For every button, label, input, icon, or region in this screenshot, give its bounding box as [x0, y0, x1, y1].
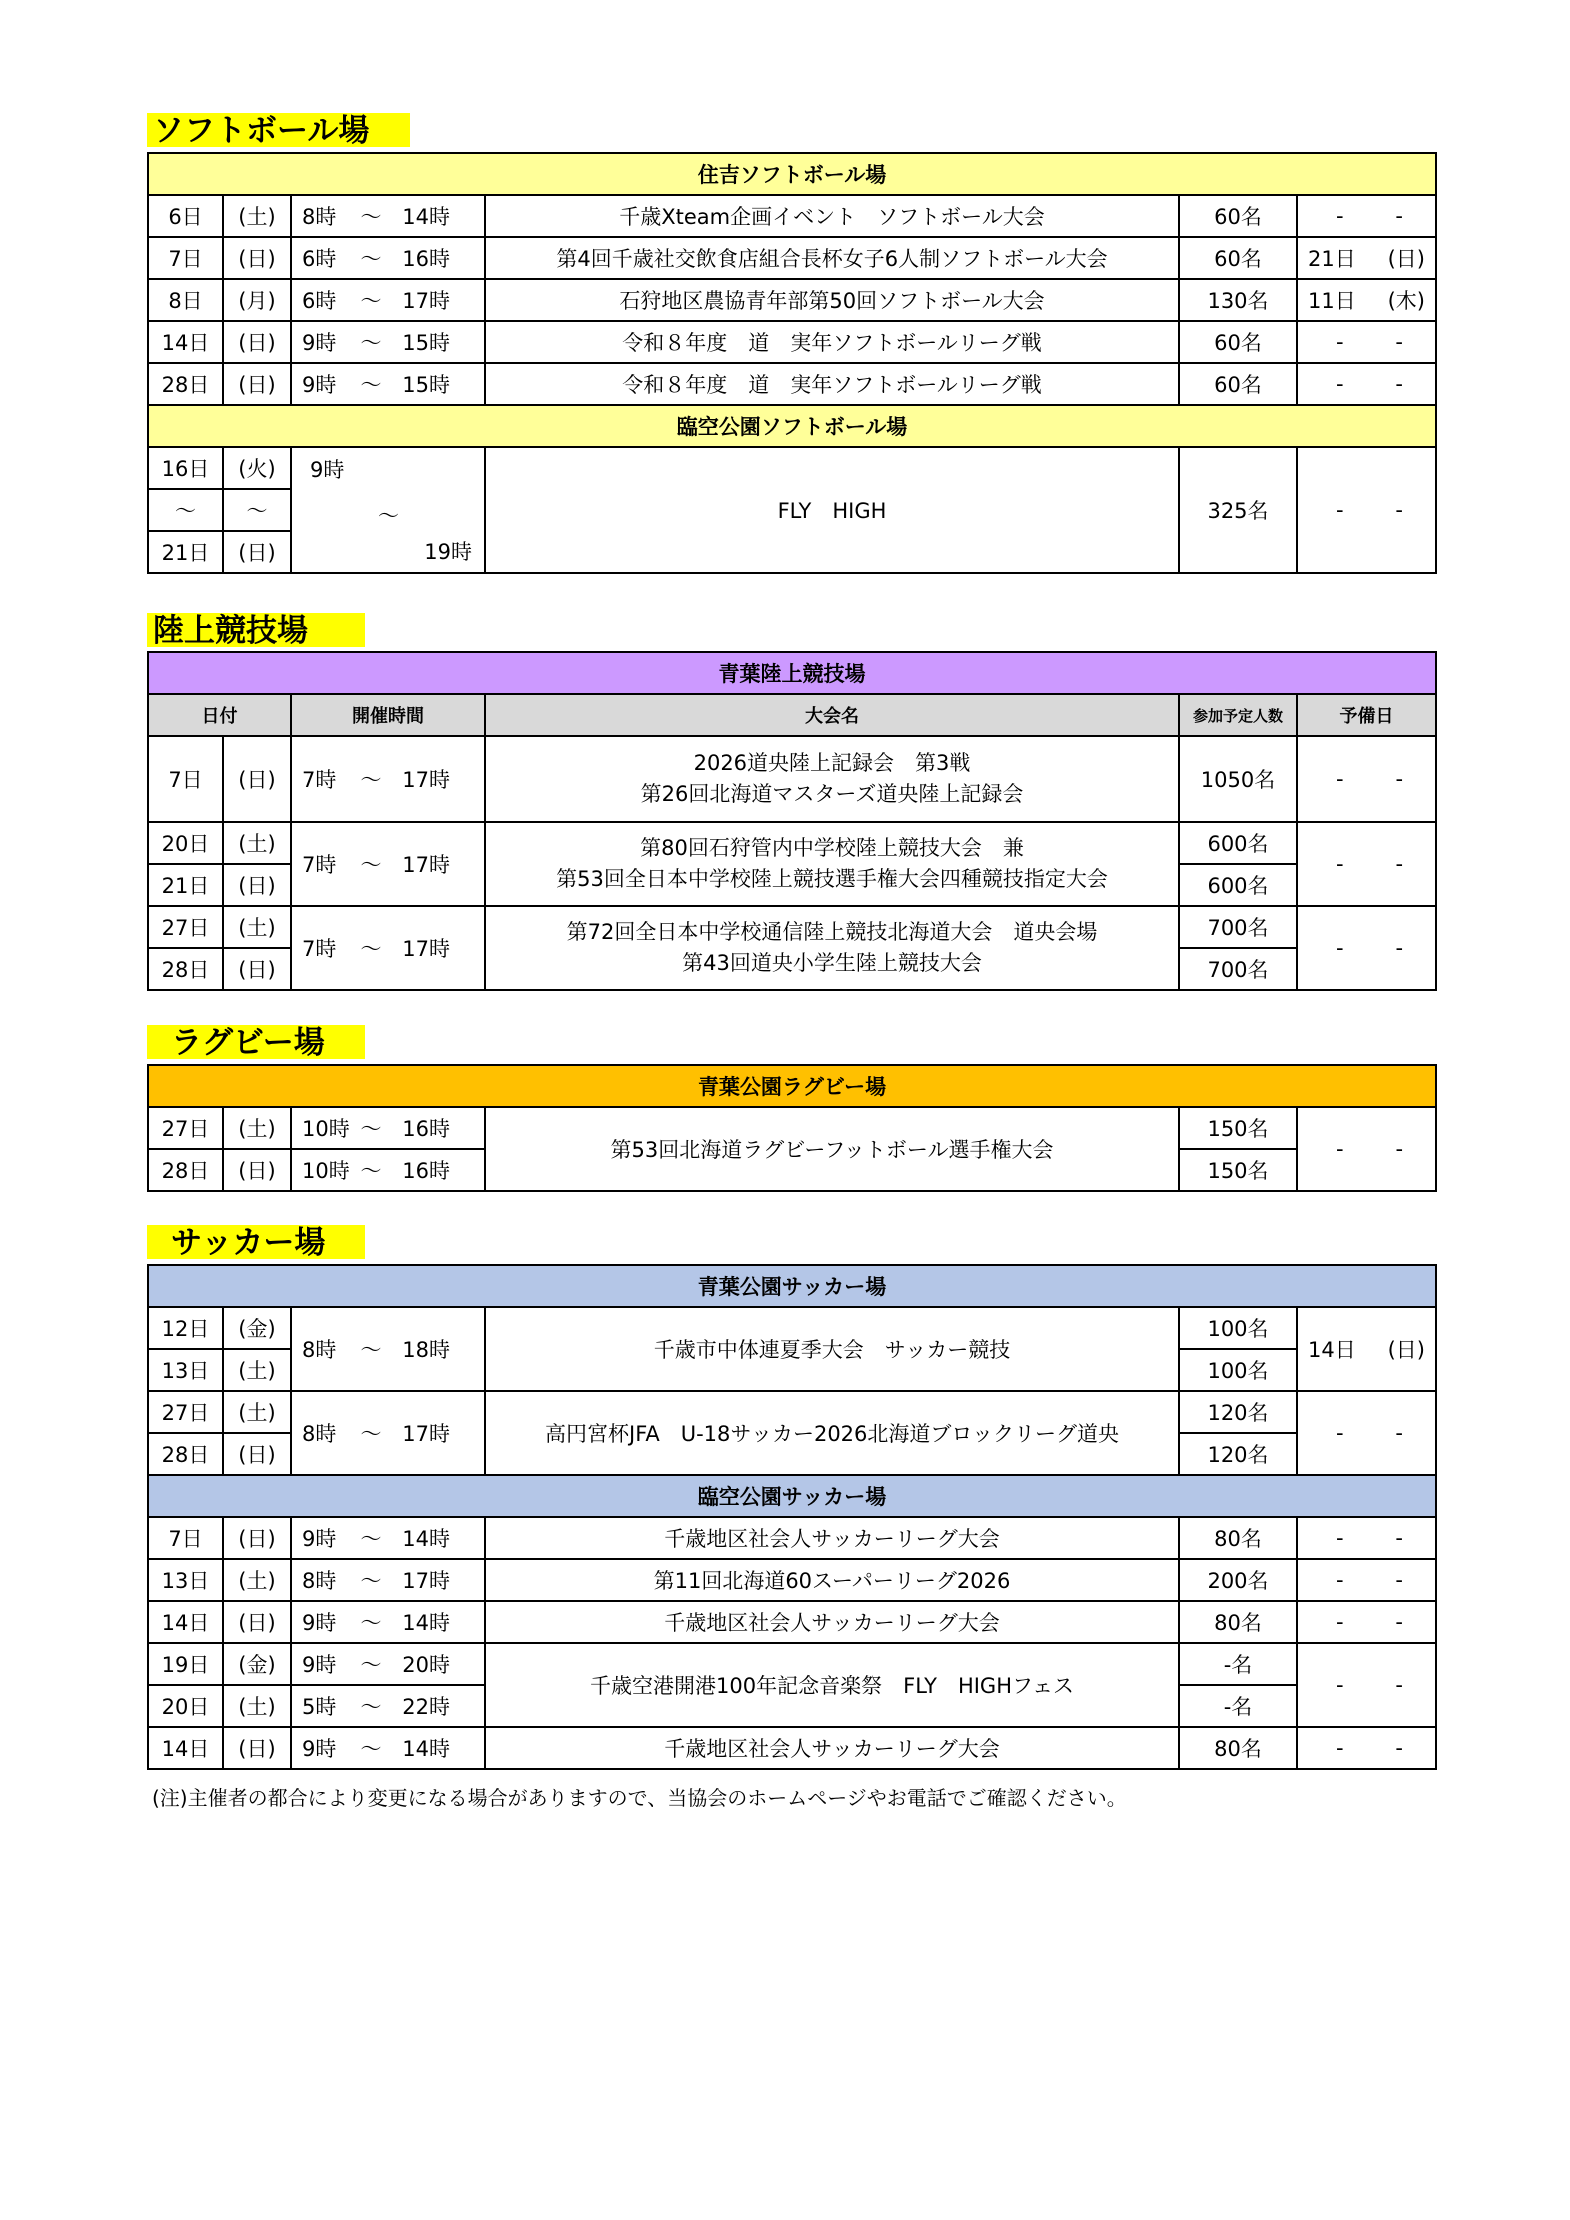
event-name: 千歳空港開港100年記念音楽祭 FLY HIGHフェス [485, 1643, 1179, 1727]
day-cell: 19日 [148, 1643, 223, 1685]
weekday-cell: (金) [223, 1307, 291, 1349]
capacity: 600名 [1179, 864, 1297, 906]
weekday-cell: (土) [223, 1391, 291, 1433]
capacity: 120名 [1179, 1433, 1297, 1475]
capacity: 100名 [1179, 1349, 1297, 1391]
reserve-day: 21日 (日) [1297, 237, 1436, 279]
day-cell: 28日 [148, 363, 223, 405]
day-cell: 13日 [148, 1349, 223, 1391]
reserve-day: - - [1297, 822, 1436, 906]
event-name: 千歳地区社会人サッカーリーグ大会 [485, 1601, 1179, 1643]
capacity: 60名 [1179, 195, 1297, 237]
weekday-cell: (日) [223, 736, 291, 822]
event-name: 千歳Xteam企画イベント ソフトボール大会 [485, 195, 1179, 237]
reserve-day: 11日 (木) [1297, 279, 1436, 321]
time-cell: 7時 ～ 17時 [291, 736, 485, 822]
time-cell: 9時 ～ 15時 [291, 321, 485, 363]
event-name: 第11回北海道60スーパーリーグ2026 [485, 1559, 1179, 1601]
capacity: 60名 [1179, 237, 1297, 279]
table-row [148, 1517, 1436, 1559]
section-title-softball: ソフトボール場 [147, 113, 410, 147]
capacity: 150名 [1179, 1149, 1297, 1191]
weekday-cell: (日) [223, 1727, 291, 1769]
weekday-cell: (日) [223, 1517, 291, 1559]
reserve-day: - - [1297, 321, 1436, 363]
time-cell: 6時 ～ 17時 [291, 279, 485, 321]
capacity: 100名 [1179, 1307, 1297, 1349]
table-row [148, 1559, 1436, 1601]
reserve-day: - - [1297, 1727, 1436, 1769]
weekday-cell: (日) [223, 1433, 291, 1475]
event-name: 第72回全日本中学校通信陸上競技北海道大会 道央会場 第43回道央小学生陸上競技大会 [485, 906, 1179, 990]
reserve-day: - - [1297, 1601, 1436, 1643]
capacity: 60名 [1179, 363, 1297, 405]
softball-section [147, 152, 1435, 574]
day-cell: 7日 [148, 237, 223, 279]
time-cell: 7時 ～ 17時 [291, 906, 485, 990]
day-cell: ～ [148, 489, 223, 531]
time-cell: 9時 ～ 20時 [291, 1643, 485, 1685]
day-cell: 21日 [148, 531, 223, 573]
capacity: 600名 [1179, 822, 1297, 864]
day-cell: 12日 [148, 1307, 223, 1349]
soccer-table [147, 1264, 1437, 1770]
reserve-day: - - [1297, 1107, 1436, 1191]
day-cell: 16日 [148, 447, 223, 489]
event-name: 令和８年度 道 実年ソフトボールリーグ戦 [485, 363, 1179, 405]
weekday-cell: (土) [223, 1107, 291, 1149]
capacity: 60名 [1179, 321, 1297, 363]
time-cell [291, 447, 485, 573]
weekday-cell: (日) [223, 321, 291, 363]
reserve-day: - - [1297, 1559, 1436, 1601]
day-cell: 7日 [148, 1517, 223, 1559]
weekday-cell: (金) [223, 1643, 291, 1685]
table-row [148, 237, 1436, 279]
day-cell: 20日 [148, 822, 223, 864]
capacity: 80名 [1179, 1601, 1297, 1643]
venue-rinku-soccer: 臨空公園サッカー場 [148, 1475, 1436, 1517]
day-cell: 28日 [148, 948, 223, 990]
softball-table [147, 152, 1437, 574]
reserve-day: - - [1297, 1643, 1436, 1727]
day-cell: 20日 [148, 1685, 223, 1727]
time-cell: 5時 ～ 22時 [291, 1685, 485, 1727]
day-cell: 13日 [148, 1559, 223, 1601]
day-cell: 7日 [148, 736, 223, 822]
venue-sumiyoshi-softball: 住吉ソフトボール場 [148, 153, 1436, 195]
event-name: 高円宮杯JFA U-18サッカー2026北海道ブロックリーグ道央 [485, 1391, 1179, 1475]
capacity: 200名 [1179, 1559, 1297, 1601]
event-name: 第53回北海道ラグビーフットボール選手権大会 [485, 1107, 1179, 1191]
venue-aoba-athletics: 青葉陸上競技場 [148, 652, 1436, 694]
weekday-cell: (日) [223, 531, 291, 573]
end-time: 19時 [424, 540, 472, 564]
capacity: -名 [1179, 1685, 1297, 1727]
capacity: 150名 [1179, 1107, 1297, 1149]
event-name: 第4回千歳社交飲食店組合長杯女子6人制ソフトボール大会 [485, 237, 1179, 279]
capacity: 130名 [1179, 279, 1297, 321]
weekday-cell: (日) [223, 948, 291, 990]
start-time: 9時 [310, 458, 345, 482]
event-name: 2026道央陸上記録会 第3戦 第26回北海道マスターズ道央陸上記録会 [485, 736, 1179, 822]
section-title-athletics: 陸上競技場 [147, 613, 365, 647]
table-row [148, 321, 1436, 363]
event-name: 千歳地区社会人サッカーリーグ大会 [485, 1727, 1179, 1769]
reserve-day: 14日 (日) [1297, 1307, 1436, 1391]
event-name: 第80回石狩管内中学校陸上競技大会 兼 第53回全日本中学校陸上競技選手権大会四種競技指定大会 [485, 822, 1179, 906]
capacity: -名 [1179, 1643, 1297, 1685]
reserve-day: - - [1297, 906, 1436, 990]
weekday-cell: (日) [223, 1601, 291, 1643]
reserve-day: - - [1297, 195, 1436, 237]
time-cell: 6時 ～ 16時 [291, 237, 485, 279]
capacity: 120名 [1179, 1391, 1297, 1433]
weekday-cell: (土) [223, 1559, 291, 1601]
venue-aoba-soccer: 青葉公園サッカー場 [148, 1265, 1436, 1307]
weekday-cell: ～ [223, 489, 291, 531]
section-title-soccer: サッカー場 [147, 1225, 365, 1259]
reserve-day: - - [1297, 363, 1436, 405]
event-name: 千歳市中体連夏季大会 サッカー競技 [485, 1307, 1179, 1391]
reserve-day: - - [1297, 736, 1436, 822]
day-cell: 27日 [148, 906, 223, 948]
day-cell: 14日 [148, 1601, 223, 1643]
time-cell: 8時 ～ 18時 [291, 1307, 485, 1391]
weekday-cell: (日) [223, 363, 291, 405]
time-cell: 8時 ～ 17時 [291, 1559, 485, 1601]
time-cell: 10時 ～ 16時 [291, 1107, 485, 1149]
day-cell: 28日 [148, 1149, 223, 1191]
capacity: 80名 [1179, 1727, 1297, 1769]
header-date: 日付 [148, 694, 291, 736]
day-cell: 27日 [148, 1107, 223, 1149]
weekday-cell: (土) [223, 822, 291, 864]
table-row [148, 195, 1436, 237]
reserve-day: - - [1297, 447, 1436, 573]
capacity: 700名 [1179, 948, 1297, 990]
time-cell: 9時 ～ 14時 [291, 1601, 485, 1643]
weekday-cell: (土) [223, 1349, 291, 1391]
day-cell: 21日 [148, 864, 223, 906]
day-cell: 27日 [148, 1391, 223, 1433]
table-row [148, 279, 1436, 321]
venue-rinku-softball: 臨空公園ソフトボール場 [148, 405, 1436, 447]
footnote: (注)主催者の都合により変更になる場合がありますので、当協会のホームページやお電話でご確認ください。 [152, 1786, 1127, 1810]
day-cell: 14日 [148, 321, 223, 363]
venue-aoba-rugby: 青葉公園ラグビー場 [148, 1065, 1436, 1107]
header-reserve: 予備日 [1297, 694, 1436, 736]
reserve-day: - - [1297, 1391, 1436, 1475]
day-cell: 6日 [148, 195, 223, 237]
day-cell: 28日 [148, 1433, 223, 1475]
weekday-cell: (土) [223, 195, 291, 237]
weekday-cell: (日) [223, 864, 291, 906]
header-event: 大会名 [485, 694, 1179, 736]
time-cell: 9時 ～ 14時 [291, 1727, 485, 1769]
table-row [148, 363, 1436, 405]
event-name: 令和８年度 道 実年ソフトボールリーグ戦 [485, 321, 1179, 363]
weekday-cell: (日) [223, 1149, 291, 1191]
athletics-table [147, 651, 1437, 991]
weekday-cell: (火) [223, 447, 291, 489]
soccer-section [147, 1264, 1435, 1770]
weekday-cell: (日) [223, 237, 291, 279]
capacity: 80名 [1179, 1517, 1297, 1559]
time-tilde: ～ [378, 504, 399, 528]
capacity: 325名 [1179, 447, 1297, 573]
event-name: 千歳地区社会人サッカーリーグ大会 [485, 1517, 1179, 1559]
athletics-section [147, 651, 1435, 991]
time-cell: 7時 ～ 17時 [291, 822, 485, 906]
day-cell: 8日 [148, 279, 223, 321]
time-cell: 9時 ～ 15時 [291, 363, 485, 405]
time-cell: 10時 ～ 16時 [291, 1149, 485, 1191]
day-cell: 14日 [148, 1727, 223, 1769]
weekday-cell: (月) [223, 279, 291, 321]
capacity: 1050名 [1179, 736, 1297, 822]
header-time: 開催時間 [291, 694, 485, 736]
weekday-cell: (土) [223, 1685, 291, 1727]
section-title-rugby: ラグビー場 [147, 1025, 365, 1059]
rugby-section [147, 1064, 1435, 1192]
event-name: FLY HIGH [485, 447, 1179, 573]
event-name: 石狩地区農協青年部第50回ソフトボール大会 [485, 279, 1179, 321]
table-row [148, 1601, 1436, 1643]
capacity: 700名 [1179, 906, 1297, 948]
time-cell: 9時 ～ 14時 [291, 1517, 485, 1559]
rugby-table [147, 1064, 1437, 1192]
reserve-day: - - [1297, 1517, 1436, 1559]
time-cell: 8時 ～ 14時 [291, 195, 485, 237]
weekday-cell: (土) [223, 906, 291, 948]
time-cell: 8時 ～ 17時 [291, 1391, 485, 1475]
header-capacity: 参加予定人数 [1179, 694, 1297, 736]
